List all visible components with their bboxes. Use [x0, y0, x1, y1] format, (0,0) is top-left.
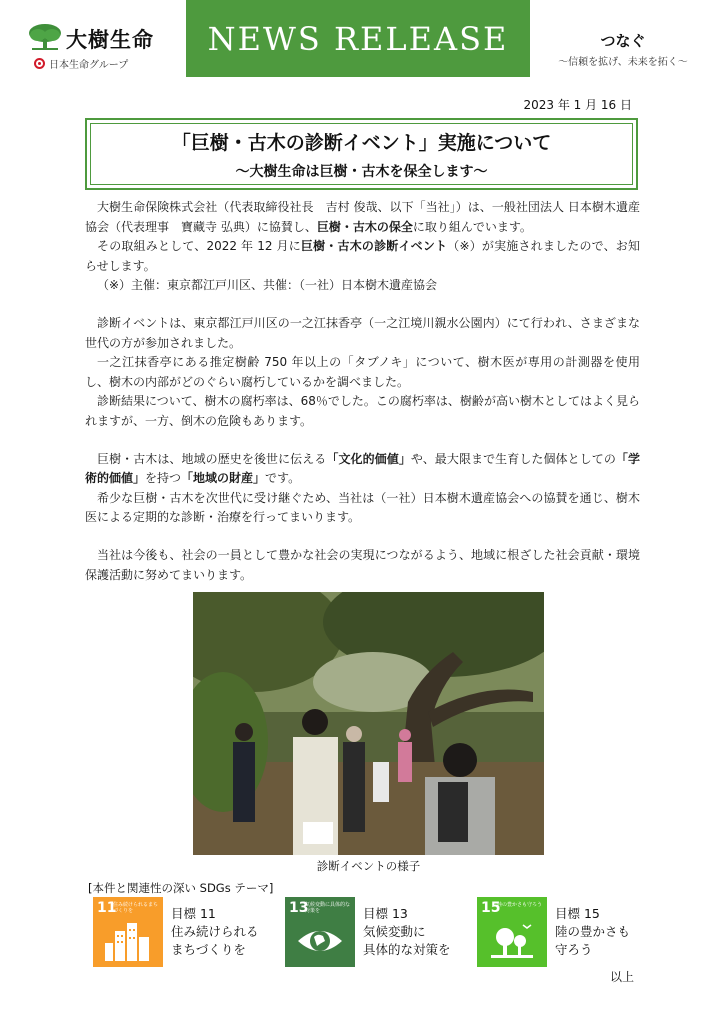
title-inner-frame [90, 123, 633, 185]
event-text: その取組みとして、2022 年 12 月に [97, 239, 301, 254]
sdg-13-badge-text: 気候変動に具体的な対策を [305, 902, 351, 914]
sdg-11-badge-text: 住み続けられるまちづくりを [113, 902, 159, 914]
paragraph-event [85, 237, 640, 276]
sdg-11-label [171, 905, 259, 959]
article-body [85, 198, 640, 585]
page-subtitle: ～大樹生命は巨樹・古木を保全します～ [235, 163, 488, 180]
sdg-15-line1: 陸の豊かさも [555, 924, 631, 939]
value-bold-cultural: 「文化的価値」 [326, 451, 411, 466]
group-label-text: 日本生命グループ [49, 60, 129, 71]
sdg-11-line2: まちづくりを [171, 942, 246, 957]
news-release-banner [186, 0, 530, 77]
sdg-15-number: 15 [481, 900, 501, 916]
slogan-subtitle: ～信頼を拡げ、未来を拓く～ [558, 57, 688, 68]
value-text-end: です。 [265, 471, 301, 486]
intro-text-end: に取り組んでいます。 [412, 219, 532, 234]
page-title: 「巨樹・古木の診断イベント」実施について [171, 131, 552, 154]
sdg-15-badge [477, 897, 547, 967]
city-buildings-icon [103, 919, 153, 963]
paragraph-intro [85, 198, 640, 237]
sdg-15-badge-text: 陸の豊かさも守ろう [497, 902, 543, 908]
sdg-11-goal: 目標 11 [171, 906, 216, 921]
nissay-group-icon [34, 58, 45, 69]
intro-bold: 巨樹・古木の保全 [316, 219, 413, 234]
sdg-13-line1: 気候変動に [363, 924, 426, 939]
paragraph-commitment: 希少な巨樹・古木を次世代に受け継ぐため、当社は（一社）日本樹木遺産協会への協賛を通じ、樹木医による定期的な診断・治療を行ってまいります。 [85, 490, 640, 525]
value-bold-regional: 「地域の財産」 [181, 471, 266, 486]
paragraph-location: 診断イベントは、東京都江戸川区の一之江抹香亭（一之江境川親水公園内）にて行われ、さまざまな世代の方が参加されました。 [85, 315, 640, 350]
intro-text: 大樹生命保険株式会社（代表取締役社長 吉村 俊哉、以下「当社」）は、一般社団法人 日本樹木遺産協会（代表理事 寶藏寺 弘典）に協賛し、 [85, 200, 640, 234]
slogan-title: つなぐ [600, 32, 646, 50]
group-label [34, 56, 128, 71]
company-name: 大樹生命 [66, 28, 154, 52]
title-box [85, 118, 638, 190]
value-text-3: を持つ [145, 471, 182, 486]
sdg-15-goal: 目標 15 [555, 906, 600, 921]
tree-logo-icon [28, 23, 62, 51]
sdg-11-line1: 住み続けられる [171, 924, 259, 939]
news-release-label: NEWS RELEASE [207, 19, 509, 58]
event-photo-illustration [193, 592, 544, 855]
sdg-15-label [555, 905, 630, 959]
sdg-13-label [363, 905, 451, 959]
sdg-13-number: 13 [289, 900, 309, 916]
event-photo [193, 592, 544, 855]
event-text-end: （※）が実施されましたので、お知らせします。 [85, 239, 640, 273]
value-bold-academic: 「学術的価値」 [85, 451, 640, 486]
sdgs-heading: [本件と関連性の深い SDGs テーマ] [88, 881, 274, 895]
release-date: 2023 年 1 月 16 日 [523, 98, 632, 112]
sdg-13-goal: 目標 13 [363, 906, 408, 921]
trees-birds-icon [487, 919, 537, 963]
sdg-15-line2: 守ろう [555, 942, 593, 957]
paragraph-value [85, 450, 640, 489]
sdg-13-line2: 具体的な対策を [363, 942, 451, 957]
eye-globe-icon [295, 919, 345, 963]
paragraph-tree: 一之江抹香亭にある推定樹齢 750 年以上の「タブノキ」について、樹木医が専用の計測器を使用し、樹木の内部がどのぐらい腐朽しているかを調べました。 [85, 355, 640, 389]
company-logo [26, 20, 176, 70]
organizer-note: （※）主催：東京都江戸川区、共催：（一社）日本樹木遺産協会 [97, 278, 438, 293]
paragraph-result: 診断結果について、樹木の腐朽率は、68％でした。この腐朽率は、樹齢が高い樹木としてはよく見られますが、一方、倒木の危険もあります。 [85, 394, 640, 428]
value-text: 巨樹・古木は、地域の歴史を後世に伝える [97, 451, 327, 466]
sdg-13-badge [285, 897, 355, 967]
photo-caption: 診断イベントの様子 [316, 859, 421, 873]
paragraph-closing: 当社は今後も、社会の一員として豊かな社会の実現につながるよう、地域に根ざした社会貢献・環境保護活動に努めてまいります。 [85, 547, 640, 582]
sdg-11-number: 11 [97, 900, 117, 916]
event-bold: 巨樹・古木の診断イベント [300, 239, 448, 254]
value-text-2: や、最大限まで生育した個体としての [410, 451, 616, 466]
closing-mark: 以上 [610, 970, 635, 984]
sdg-11-badge [93, 897, 163, 967]
slogan [548, 30, 698, 68]
